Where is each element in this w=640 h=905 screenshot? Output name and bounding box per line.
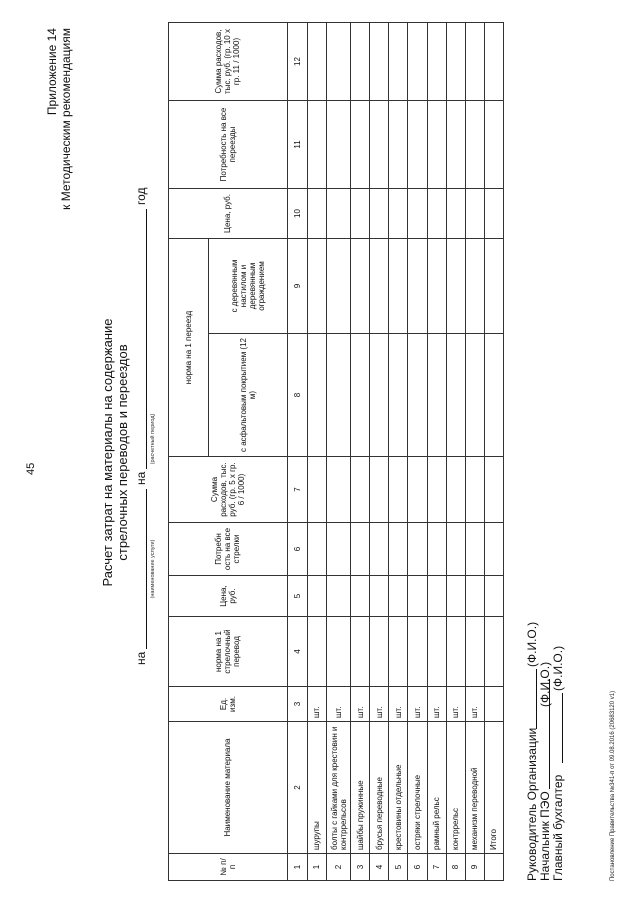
table-row — [389, 23, 408, 881]
value-cell[interactable] — [427, 334, 446, 457]
signature-blank-accountant[interactable] — [562, 693, 563, 763]
value-cell[interactable] — [446, 576, 465, 617]
value-cell[interactable] — [389, 617, 408, 687]
value-cell[interactable] — [484, 334, 503, 457]
value-cell[interactable] — [427, 576, 446, 617]
table-row — [408, 23, 427, 881]
value-cell[interactable] — [484, 239, 503, 334]
unit-cell[interactable]: шт. — [408, 687, 427, 722]
row-number-cell[interactable]: 6 — [408, 854, 427, 881]
value-cell[interactable] — [307, 617, 326, 687]
unit-cell[interactable]: шт. — [465, 687, 484, 722]
title-line-2: стрелочных переводов и переездов — [115, 344, 130, 561]
value-cell[interactable] — [389, 23, 408, 101]
value-cell[interactable] — [427, 617, 446, 687]
value-cell[interactable] — [370, 334, 389, 457]
value-cell[interactable] — [408, 523, 427, 576]
value-cell[interactable] — [465, 23, 484, 101]
value-cell[interactable] — [484, 189, 503, 239]
footer-note: Постановление Правительства №341-п от 09.08.2016 (20683120 v1) — [610, 690, 616, 881]
header-col-7: Сумма расходов, тыс. руб. (гр. 5 х гр. 6 / 1000) — [169, 457, 288, 523]
value-cell[interactable] — [326, 523, 350, 576]
colnum-8: 8 — [287, 334, 307, 457]
unit-cell[interactable]: шт. — [370, 687, 389, 722]
row-number-cell[interactable]: 7 — [427, 854, 446, 881]
header-group-crossing: норма на 1 переезд — [169, 239, 209, 457]
value-cell[interactable] — [465, 617, 484, 687]
value-cell[interactable] — [351, 101, 370, 189]
row-number-cell[interactable]: 3 — [351, 854, 370, 881]
value-cell[interactable] — [408, 23, 427, 101]
value-cell[interactable] — [307, 23, 326, 101]
value-cell[interactable] — [465, 334, 484, 457]
value-cell[interactable] — [389, 239, 408, 334]
value-cell[interactable] — [326, 189, 350, 239]
value-cell[interactable] — [370, 617, 389, 687]
table-row — [465, 23, 484, 881]
value-cell[interactable] — [408, 576, 427, 617]
value-cell[interactable] — [307, 523, 326, 576]
header-col-9: с деревянным настилом и деревянным ограждением — [209, 239, 287, 334]
material-name-cell[interactable]: контррельс — [446, 722, 465, 854]
value-cell[interactable] — [446, 23, 465, 101]
value-cell[interactable] — [465, 457, 484, 523]
colnum-12: 12 — [287, 23, 307, 101]
value-cell[interactable] — [446, 334, 465, 457]
value-cell[interactable] — [307, 189, 326, 239]
value-cell[interactable] — [326, 617, 350, 687]
value-cell[interactable] — [465, 576, 484, 617]
value-cell[interactable] — [351, 334, 370, 457]
page-number: 45 — [25, 462, 37, 475]
value-cell[interactable] — [427, 23, 446, 101]
value-cell[interactable] — [326, 457, 350, 523]
header-col-10: Цена, руб. — [169, 189, 288, 239]
signature-fio-peo: (Ф.И.О.) — [538, 661, 552, 707]
table-row — [484, 23, 503, 881]
row-number-cell[interactable] — [484, 854, 503, 881]
row-number-cell[interactable]: 2 — [326, 854, 350, 881]
title-line-1: Расчет затрат на материалы на содержание — [100, 318, 115, 587]
table-row — [446, 23, 465, 881]
value-cell[interactable] — [351, 617, 370, 687]
colnum-9: 9 — [287, 239, 307, 334]
material-name-cell[interactable]: крестовины отдельные — [389, 722, 408, 854]
value-cell[interactable] — [307, 334, 326, 457]
value-cell[interactable] — [351, 239, 370, 334]
period-line — [134, 145, 160, 665]
period-middle: на — [134, 471, 148, 485]
value-cell[interactable] — [351, 523, 370, 576]
header-col-1: № п/п — [169, 854, 288, 881]
value-cell[interactable] — [389, 189, 408, 239]
row-number-cell[interactable]: 9 — [465, 854, 484, 881]
unit-cell[interactable] — [484, 687, 503, 722]
value-cell[interactable] — [307, 457, 326, 523]
value-cell[interactable] — [370, 239, 389, 334]
value-cell[interactable] — [427, 239, 446, 334]
value-cell[interactable] — [427, 523, 446, 576]
value-cell[interactable] — [389, 457, 408, 523]
value-cell[interactable] — [370, 457, 389, 523]
value-cell[interactable] — [389, 576, 408, 617]
colnum-3: 3 — [287, 687, 307, 722]
table-row — [326, 23, 350, 881]
value-cell[interactable] — [446, 239, 465, 334]
value-cell[interactable] — [408, 239, 427, 334]
colnum-2: 2 — [287, 722, 307, 854]
value-cell[interactable] — [465, 101, 484, 189]
appendix-line-1: Приложение 14 — [45, 28, 59, 116]
signature-blank-head[interactable] — [536, 669, 537, 729]
colnum-10: 10 — [287, 189, 307, 239]
service-blank[interactable] — [146, 489, 147, 649]
row-number-cell[interactable]: 1 — [307, 854, 326, 881]
value-cell[interactable] — [389, 334, 408, 457]
material-name-cell[interactable]: механизм переводной — [465, 722, 484, 854]
unit-cell[interactable]: шт. — [427, 687, 446, 722]
signature-block — [526, 581, 565, 881]
value-cell[interactable] — [326, 101, 350, 189]
appendix-line-2: к Методическим рекомендациям — [59, 28, 73, 210]
value-cell[interactable] — [484, 523, 503, 576]
header-col-11: Потребность на все переезды — [169, 101, 288, 189]
value-cell[interactable] — [307, 576, 326, 617]
signature-fio-head: (Ф.И.О.) — [525, 621, 539, 667]
service-caption: (наименование услуги) — [150, 539, 156, 599]
value-cell[interactable] — [307, 239, 326, 334]
value-cell[interactable] — [446, 617, 465, 687]
value-cell[interactable] — [408, 457, 427, 523]
value-cell[interactable] — [326, 334, 350, 457]
period-blank[interactable] — [146, 209, 147, 469]
header-col-2: Наименование материала — [169, 722, 288, 854]
material-name-cell[interactable]: брусья переводные — [370, 722, 389, 854]
value-cell[interactable] — [351, 576, 370, 617]
header-col-12: Сумма расходов, тыс. руб. (гр. 10 х гр. 11 / 1000) — [169, 23, 288, 101]
value-cell[interactable] — [446, 523, 465, 576]
value-cell[interactable] — [307, 101, 326, 189]
value-cell[interactable] — [351, 457, 370, 523]
row-number-cell[interactable]: 5 — [389, 854, 408, 881]
materials-table — [168, 22, 504, 881]
colnum-6: 6 — [287, 523, 307, 576]
table-row — [370, 23, 389, 881]
value-cell[interactable] — [389, 101, 408, 189]
value-cell[interactable] — [446, 189, 465, 239]
signature-role-accountant: Главный бухгалтер — [551, 774, 565, 881]
header-col-3: Ед. изм. — [169, 687, 288, 722]
value-cell[interactable] — [370, 23, 389, 101]
column-number-row — [287, 23, 307, 881]
table-row — [351, 23, 370, 881]
value-cell[interactable] — [427, 189, 446, 239]
unit-cell[interactable]: шт. — [307, 687, 326, 722]
appendix-header — [45, 28, 73, 210]
table-row — [307, 23, 326, 881]
value-cell[interactable] — [484, 617, 503, 687]
value-cell[interactable] — [484, 101, 503, 189]
signature-role-peo: Начальник ПЭО — [538, 791, 552, 881]
colnum-11: 11 — [287, 101, 307, 189]
value-cell[interactable] — [484, 457, 503, 523]
value-cell[interactable] — [446, 101, 465, 189]
unit-cell[interactable]: шт. — [389, 687, 408, 722]
material-name-cell[interactable]: шайбы пружинные — [351, 722, 370, 854]
unit-cell[interactable]: шт. — [326, 687, 350, 722]
value-cell[interactable] — [389, 523, 408, 576]
unit-cell[interactable]: шт. — [446, 687, 465, 722]
signature-role-head: Руководитель Организации — [525, 727, 539, 881]
row-number-cell[interactable]: 8 — [446, 854, 465, 881]
value-cell[interactable] — [408, 334, 427, 457]
value-cell[interactable] — [484, 576, 503, 617]
material-name-cell[interactable]: шурупы — [307, 722, 326, 854]
document-title — [100, 0, 130, 905]
header-row-top — [169, 23, 209, 881]
value-cell[interactable] — [427, 457, 446, 523]
signature-fio-accountant: (Ф.И.О.) — [551, 645, 565, 691]
value-cell[interactable] — [427, 101, 446, 189]
header-col-6: Потребн ость на все стрелки — [169, 523, 288, 576]
table-row — [427, 23, 446, 881]
value-cell[interactable] — [465, 239, 484, 334]
material-name-cell[interactable]: Итого — [484, 722, 503, 854]
period-prefix: на — [134, 651, 148, 665]
colnum-4: 4 — [287, 617, 307, 687]
header-col-8: с асфальтовым покрытием (12 м) — [209, 334, 287, 457]
value-cell[interactable] — [465, 189, 484, 239]
value-cell[interactable] — [351, 23, 370, 101]
table-body — [307, 23, 503, 881]
value-cell[interactable] — [408, 617, 427, 687]
period-suffix: год — [134, 187, 148, 205]
unit-cell[interactable]: шт. — [351, 687, 370, 722]
value-cell[interactable] — [351, 189, 370, 239]
colnum-5: 5 — [287, 576, 307, 617]
header-col-5: Цена, руб. — [169, 576, 288, 617]
value-cell[interactable] — [370, 189, 389, 239]
signature-row-accountant — [552, 581, 565, 881]
value-cell[interactable] — [484, 23, 503, 101]
value-cell[interactable] — [446, 457, 465, 523]
row-number-cell[interactable]: 4 — [370, 854, 389, 881]
material-name-cell[interactable]: болты с гайками для крестовин и контррельсов — [326, 722, 350, 854]
value-cell[interactable] — [326, 576, 350, 617]
colnum-7: 7 — [287, 457, 307, 523]
value-cell[interactable] — [370, 523, 389, 576]
value-cell[interactable] — [408, 101, 427, 189]
value-cell[interactable] — [326, 23, 350, 101]
colnum-1: 1 — [287, 854, 307, 881]
value-cell[interactable] — [370, 576, 389, 617]
material-name-cell[interactable]: остряки стрелочные — [408, 722, 427, 854]
value-cell[interactable] — [408, 189, 427, 239]
value-cell[interactable] — [465, 523, 484, 576]
value-cell[interactable] — [370, 101, 389, 189]
value-cell[interactable] — [326, 239, 350, 334]
material-name-cell[interactable]: рамный рельс — [427, 722, 446, 854]
period-caption: (расчетный период) — [150, 413, 156, 465]
header-col-4: норма на 1 стрелочный перевод — [169, 617, 288, 687]
